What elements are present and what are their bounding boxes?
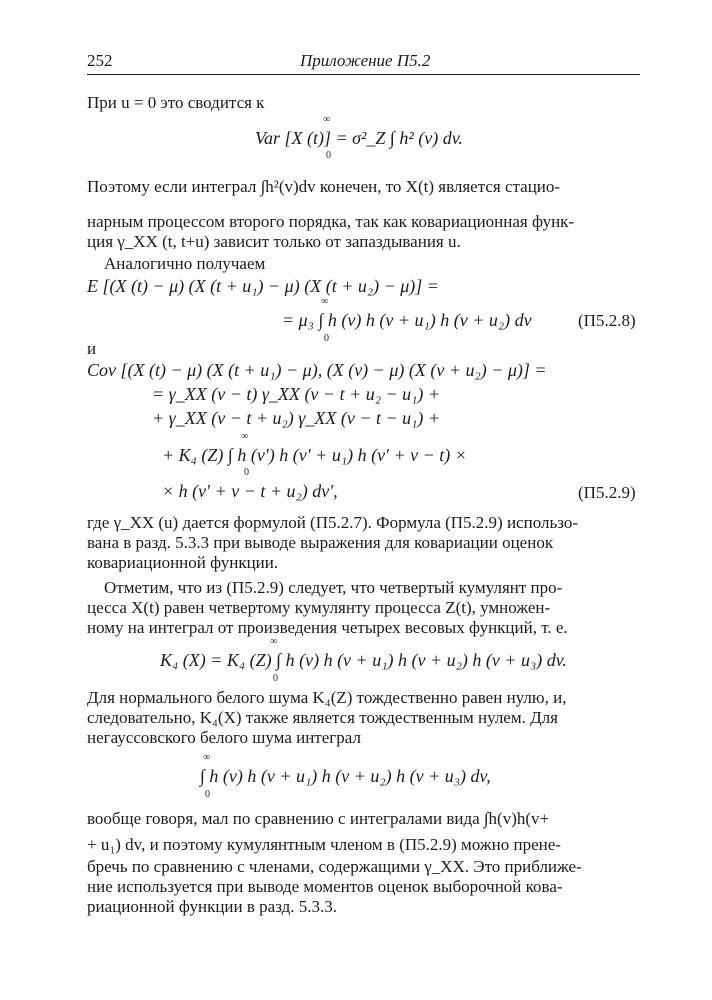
- equation-covariance-line: × h (v′ + v − t + u₂) dv′,: [162, 481, 338, 501]
- integral-upper-limit: ∞: [270, 636, 278, 647]
- integral-upper-limit: ∞: [241, 431, 249, 442]
- header-rule: [87, 74, 640, 75]
- equation-covariance: Cov [(X (t) − μ) (X (t + u₁) − μ), (X (v) − μ) (X (v + u₂) − μ)] =: [87, 360, 547, 380]
- text-line: бречь по сравнению с членами, содержащими γ_XX. Это приближе-: [87, 857, 582, 876]
- text-line: риационной функции в разд. 5.3.3.: [87, 897, 338, 916]
- text-line: При u = 0 это сводится к: [87, 93, 265, 112]
- integral-lower-limit: 0: [326, 150, 331, 161]
- text-line: Отметим, что из (П5.2.9) следует, что четвертый кумулянт про-: [104, 578, 563, 597]
- text-line: ковариационной функции.: [87, 553, 279, 572]
- text-line: негауссовского белого шума интеграл: [87, 728, 361, 747]
- equation-integral: ∫ h (v) h (v + u₁) h (v + u₂) h (v + u₃) dv,: [200, 766, 491, 786]
- integral-lower-limit: 0: [324, 333, 329, 344]
- equation-third-moment-rhs: = μ₃ ∫ h (v) h (v + u₁) h (v + u₂) dv: [282, 310, 532, 330]
- text-line: Для нормального белого шума K₄(Z) тождественно равен нулю, и,: [87, 688, 567, 707]
- text-line: Аналогично получаем: [104, 254, 266, 273]
- text-line: цесса X(t) равен четвертому кумулянту процесса Z(t), умножен-: [87, 598, 551, 617]
- text-line: ция γ_XX (t, t+u) зависит только от запаздывания u.: [87, 232, 461, 251]
- equation-covariance-line: = γ_XX (v − t) γ_XX (v − t + u₂ − u₁) +: [152, 384, 441, 404]
- text-line: вообще говоря, мал по сравнению с интегралами вида ∫h(v)h(v+: [87, 809, 550, 828]
- text-line: вана в разд. 5.3.3 при выводе выражения для ковариации оценок: [87, 533, 554, 552]
- integral-upper-limit: ∞: [203, 752, 211, 763]
- equation-fourth-cumulant: K₄ (X) = K₄ (Z) ∫ h (v) h (v + u₁) h (v + u₂) h (v + u₃) dv.: [160, 650, 567, 670]
- running-title: Приложение П5.2: [300, 51, 431, 70]
- equation-variance: Var [X (t)] = σ²_Z ∫ h² (v) dv.: [255, 128, 463, 148]
- integral-lower-limit: 0: [205, 789, 210, 800]
- integral-lower-limit: 0: [244, 467, 249, 478]
- text-line: Поэтому если интеграл ∫h²(v)dv конечен, то X(t) является стацио-: [87, 177, 561, 196]
- equation-covariance-line: + γ_XX (v − t + u₂) γ_XX (v − t − u₁) +: [152, 408, 441, 428]
- integral-upper-limit: ∞: [321, 296, 329, 307]
- text-line: следовательно, K₄(X) также является тождественным нулем. Для: [87, 708, 559, 727]
- integral-upper-limit: ∞: [323, 114, 331, 125]
- integral-lower-limit: 0: [273, 673, 278, 684]
- equation-number: (П5.2.9): [578, 483, 636, 502]
- equation-third-moment: E [(X (t) − μ) (X (t + u₁) − μ) (X (t + u₂) − μ)] =: [87, 276, 439, 296]
- text-line: ние используется при выводе моментов оценок выборочной кова-: [87, 877, 563, 896]
- text-line: ному на интеграл от произведения четырех весовых функций, т. е.: [87, 618, 568, 637]
- text-line: + u₁) dv, и поэтому кумулянтным членом в (П5.2.9) можно прене-: [87, 835, 561, 854]
- page-number: 252: [87, 51, 113, 70]
- equation-number: (П5.2.8): [578, 311, 636, 330]
- text-line: нарным процессом второго порядка, так как ковариационная функ-: [87, 212, 575, 231]
- text-line: и: [87, 339, 97, 358]
- equation-covariance-line: + K₄ (Z) ∫ h (v′) h (v′ + u₁) h (v′ + v − t) ×: [162, 445, 467, 465]
- text-line: где γ_XX (u) дается формулой (П5.2.7). Формула (П5.2.9) использо-: [87, 513, 578, 532]
